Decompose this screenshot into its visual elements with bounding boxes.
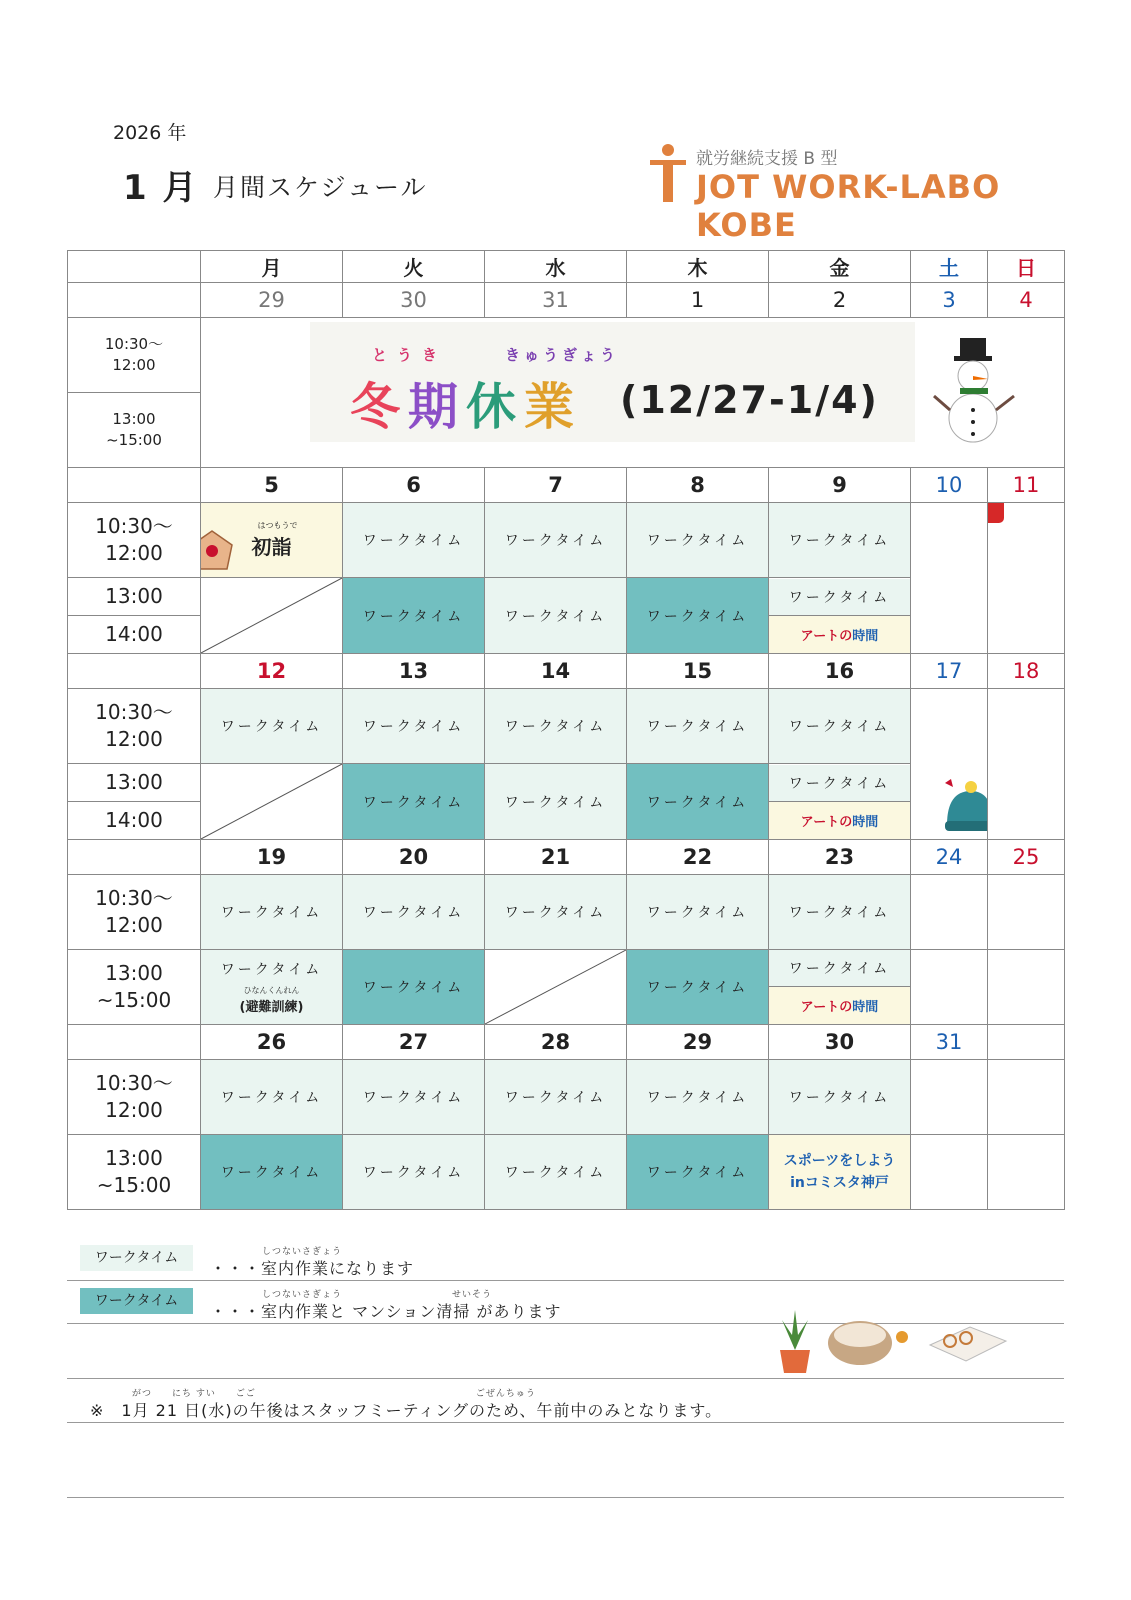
worktime-cell: ワークタイム [485,503,627,578]
day-number: 31 [911,1025,988,1060]
time-slot-pm: 13:00 ~15:00 [68,950,201,1025]
day-number: 15 [627,654,769,689]
day-number: 26 [201,1025,343,1060]
art-label-time: 時間 [852,1000,879,1015]
weekday-mon: 月 [201,251,343,283]
worktime-cell: ワークタイム [201,875,343,950]
worktime-cleaning-cell: ワークタイム [343,764,485,840]
day-number: 29 [627,1025,769,1060]
friday-pm-cell [769,578,911,654]
day-number [988,1025,1065,1060]
coffee-cup-icon [828,1321,908,1365]
weekday-header [68,251,1065,283]
legend-text-2: ・・・室内作業と マンション清掃 があります [210,1302,562,1321]
time-slot-pm: 13:00 ~15:00 [68,393,201,468]
worktime-cell: ワークタイム [343,689,485,764]
worktime-cell: ワークタイム [343,503,485,578]
day-number: 14 [485,654,627,689]
person-logo-icon [648,142,688,204]
week-row-5-days [68,1025,1065,1060]
snowman-icon [930,330,1020,450]
worktime-cleaning-cell: ワークタイム [343,950,485,1025]
day-number: 8 [627,468,769,503]
day-number: 16 [769,654,911,689]
worktime-cell: ワークタイム [627,689,769,764]
art-time-cell [769,987,910,1024]
day-number: 28 [485,1025,627,1060]
note-ruby: がつ にち すい ごご ごぜんちゅう [132,1389,536,1399]
day-number: 18 [988,654,1065,689]
weekday-thu: 木 [627,251,769,283]
time-slot-am: 10:30～ 12:00 [68,503,201,578]
note-text: ※ 1月 21 日(水)の午後はスタッフミーティングのため、午前中のみとなります。 [90,1401,723,1420]
logo-name: JOT WORK-LABO KOBE [696,168,1001,244]
art-label-time: 時間 [852,628,879,644]
time-slot-pm [68,764,201,840]
mug-icon [988,503,1019,532]
logo-subtitle: 就労継続支援 B 型 [696,149,838,169]
day-number: 17 [911,654,988,689]
worktime-cell: ワークタイム [201,689,343,764]
day-number: 25 [988,840,1065,875]
worktime-cell: ワークタイム [769,875,911,950]
day-number: 30 [343,283,485,318]
day-number: 27 [343,1025,485,1060]
day-number: 11 [988,468,1065,503]
day-number: 22 [627,840,769,875]
sports-line-1: スポーツをしよう [783,1153,896,1169]
divider [67,1280,1064,1281]
worktime-cell: ワークタイム [485,764,627,840]
legend-ruby-2b: せいそう [452,1290,493,1300]
year-label: 2026 年 [113,122,187,144]
day-number: 13 [343,654,485,689]
art-label: アートの [800,628,853,644]
time-slot-am: 10:30～ 12:00 [68,689,201,764]
time-slot-pm [68,578,201,654]
divider [67,1497,1064,1498]
legend-swatch-light: ワークタイム [80,1245,193,1271]
legend-ruby-2a: しつないさぎょう [262,1290,343,1300]
art-label-time: 時間 [852,814,879,830]
worktime-cell: ワークタイム [769,950,910,987]
time-slot-am: 10:30～ 12:00 [68,875,201,950]
sports-line-2: inコミスタ神戸 [790,1175,889,1191]
day-number: 9 [769,468,911,503]
time-slot-pm: 13:00 ~15:00 [68,1135,201,1210]
plant-icon [780,1310,810,1373]
weekday-sun: 日 [988,251,1065,283]
winter-holiday-banner [310,322,915,442]
time-end: 14:00 [105,808,163,832]
friday-pm-cell [769,950,911,1025]
worktime-cell: ワークタイム [769,689,911,764]
week-row-3-days [68,654,1065,689]
worktime-cell: ワークタイム [627,875,769,950]
weekday-tue: 火 [343,251,485,283]
day-number: 3 [911,283,988,318]
worktime-cleaning-cell: ワークタイム [627,950,769,1025]
day-number: 21 [485,840,627,875]
friday-pm-cell [769,764,911,840]
time-start: 13:00 [68,578,200,616]
hinan-label: (避難訓練) [239,1000,304,1015]
knit-hat-icon [941,777,988,837]
worktime-cleaning-cell: ワークタイム [201,1135,343,1210]
day-number: 31 [485,283,627,318]
decor-illustrations [770,1305,1010,1375]
art-time-cell [769,802,910,839]
day-number: 12 [201,654,343,689]
worktime-cell: ワークタイム [769,579,910,616]
banner-ruby-left: とうき [372,346,448,364]
weekday-fri: 金 [769,251,911,283]
worktime-cell: ワークタイム [201,1060,343,1135]
book-glasses-icon [930,1327,1006,1361]
day-number: 2 [769,283,911,318]
art-time-cell [769,616,910,653]
hatsumoude-cell [201,503,343,578]
worktime-cleaning-cell: ワークタイム [343,578,485,654]
worktime-cell: ワークタイム [343,1060,485,1135]
evacuation-drill-cell [201,950,343,1025]
worktime-cell: ワークタイム [485,689,627,764]
time-end: 14:00 [105,622,163,646]
worktime-cell: ワークタイム [485,1060,627,1135]
schedule-subtitle: 月間スケジュール [213,173,428,202]
worktime-cell: ワークタイム [485,1135,627,1210]
day-number: 7 [485,468,627,503]
time-start: 13:00 [68,764,200,802]
banner-title: 冬期休業 [350,367,582,439]
empty-slot [201,578,343,654]
legend-ruby-1: しつないさぎょう [262,1247,343,1257]
worktime-cell: ワークタイム [627,1060,769,1135]
empty-slot [201,764,343,840]
hatsumoude-ruby: はつもうで [257,521,298,530]
worktime-cell: ワークタイム [343,875,485,950]
hatsumoude-label: 初詣 [251,535,292,559]
art-label: アートの [800,1000,853,1015]
day-number: 5 [201,468,343,503]
art-label: アートの [800,814,853,830]
sports-event-cell [769,1135,911,1210]
worktime-cell: ワークタイム [343,1135,485,1210]
day-number: 6 [343,468,485,503]
day-number: 4 [988,283,1065,318]
worktime-cell: ワークタイム [769,765,910,802]
weekday-sat: 土 [911,251,988,283]
worktime-label: ワークタイム [220,962,323,978]
day-number: 10 [911,468,988,503]
month-title: 1 月 [123,168,199,208]
ema-plaque-icon [201,525,238,573]
week-row-1-days [68,283,1065,318]
time-slot-am: 10:30～ 12:00 [68,1060,201,1135]
day-number: 23 [769,840,911,875]
banner-ruby-right: きゅうぎょう [505,346,620,364]
divider [67,1378,1064,1379]
day-number: 24 [911,840,988,875]
worktime-cell: ワークタイム [485,578,627,654]
day-number: 20 [343,840,485,875]
day-number: 29 [201,283,343,318]
time-slot-am: 10:30～ 12:00 [68,318,201,393]
banner-date-range: (12/27-1/4) [620,378,879,422]
worktime-cell: ワークタイム [769,503,911,578]
legend-text-1: ・・・室内作業になります [210,1259,415,1278]
week-row-4-days [68,840,1065,875]
worktime-cleaning-cell: ワークタイム [627,1135,769,1210]
worktime-cleaning-cell: ワークタイム [627,578,769,654]
legend-swatch-teal: ワークタイム [80,1288,193,1314]
day-number: 19 [201,840,343,875]
worktime-cleaning-cell: ワークタイム [627,764,769,840]
divider [67,1422,1064,1423]
hinan-ruby: ひなんくんれん [243,986,300,995]
weekday-wed: 水 [485,251,627,283]
day-number: 30 [769,1025,911,1060]
empty-slot [485,950,627,1025]
company-logo [648,140,1048,244]
week-row-2-days [68,468,1065,503]
worktime-cell: ワークタイム [769,1060,911,1135]
day-number: 1 [627,283,769,318]
worktime-cell: ワークタイム [485,875,627,950]
worktime-cell: ワークタイム [627,503,769,578]
